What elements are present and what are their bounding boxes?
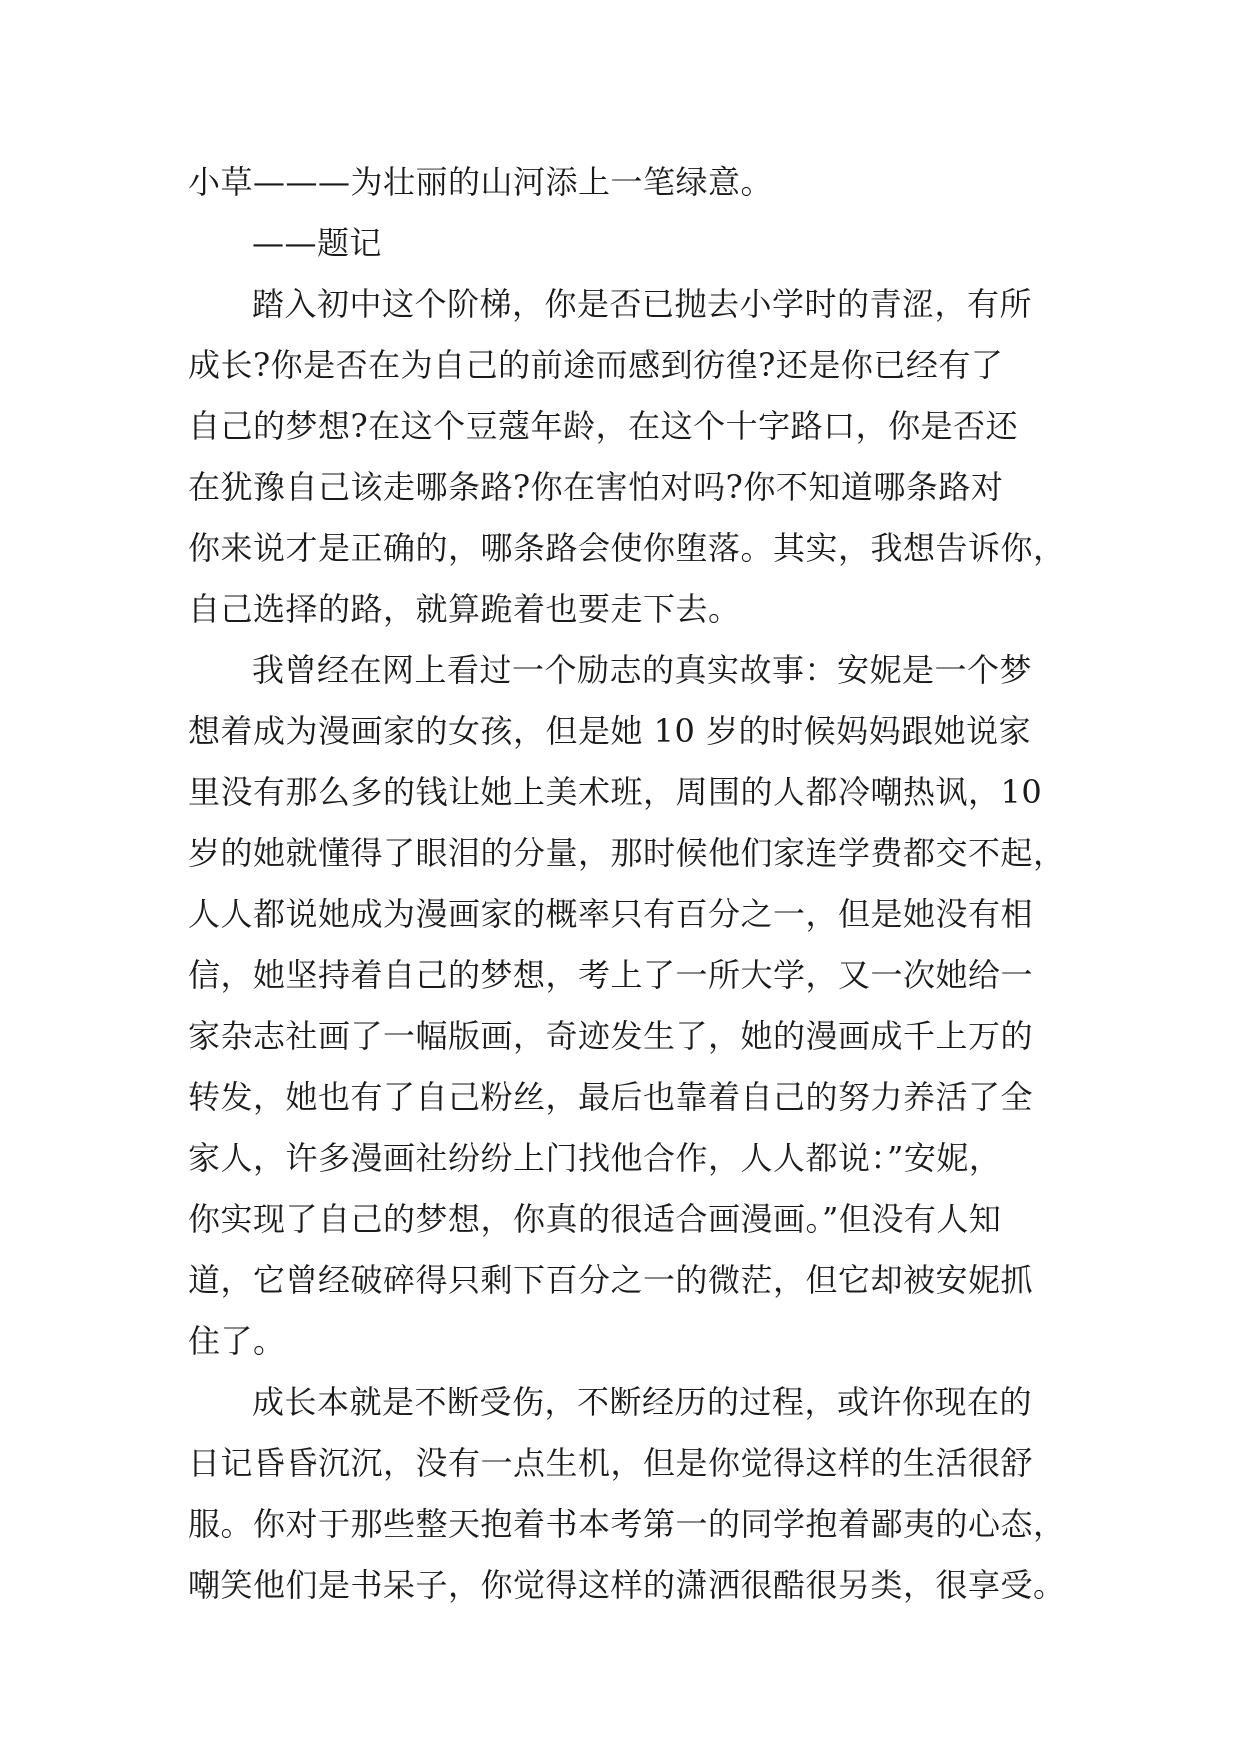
text-line: 里没有那么多的钱让她上美术班，周围的人都冷嘲热讽，10 xyxy=(188,773,1043,811)
text-line: 嘲笑他们是书呆子，你觉得这样的潇洒很酷很另类，很享受。 xyxy=(188,1566,1066,1604)
text-line: 道，它曾经破碎得只剩下百分之一的微茫，但它却被安妮抓 xyxy=(188,1261,1034,1299)
text-line: 家人，许多漫画社纷纷上门找他合作，人人都说：”安妮， xyxy=(188,1139,1002,1177)
text-line: 你来说才是正确的，哪条路会使你堕落。其实，我想告诉你， xyxy=(188,529,1066,567)
text-line: 住了。 xyxy=(188,1322,286,1360)
text-line: 你实现了自己的梦想，你真的很适合画漫画。”但没有人知 xyxy=(188,1200,1002,1238)
text-line: 信，她坚持着自己的梦想，考上了一所大学，又一次她给一 xyxy=(188,956,1034,994)
text-line: 小草———为壮丽的山河添上一笔绿意。 xyxy=(188,163,774,201)
text-line: 我曾经在网上看过一个励志的真实故事：安妮是一个梦 xyxy=(252,651,1033,689)
text-line: 人人都说她成为漫画家的概率只有百分之一，但是她没有相 xyxy=(188,895,1034,933)
text-line: 自己选择的路，就算跪着也要走下去。 xyxy=(188,590,741,628)
text-line: 踏入初中这个阶梯，你是否已抛去小学时的青涩，有所 xyxy=(252,285,1033,323)
text-line: 成长?你是否在为自己的前途而感到彷徨?还是你已经有了 xyxy=(188,346,1004,384)
text-line: 想着成为漫画家的女孩，但是她 10 岁的时候妈妈跟她说家 xyxy=(188,712,1032,750)
text-line: 家杂志社画了一幅版画，奇迹发生了，她的漫画成千上万的 xyxy=(188,1017,1034,1055)
text-line: 转发，她也有了自己粉丝，最后也靠着自己的努力养活了全 xyxy=(188,1078,1034,1116)
text-line: 日记昏昏沉沉，没有一点生机，但是你觉得这样的生活很舒 xyxy=(188,1444,1034,1482)
text-line: 成长本就是不断受伤，不断经历的过程，或许你现在的 xyxy=(252,1383,1033,1421)
text-line: 服。你对于那些整天抱着书本考第一的同学抱着鄙夷的心态， xyxy=(188,1505,1066,1543)
epigraph-attribution: ——题记 xyxy=(252,224,383,262)
text-line: 在犹豫自己该走哪条路?你在害怕对吗?你不知道哪条路对 xyxy=(188,468,1004,506)
text-line: 岁的她就懂得了眼泪的分量，那时候他们家连学费都交不起， xyxy=(188,834,1066,872)
text-line: 自己的梦想?在这个豆蔻年龄，在这个十字路口，你是否还 xyxy=(188,407,1019,445)
document-body xyxy=(188,152,1066,1616)
